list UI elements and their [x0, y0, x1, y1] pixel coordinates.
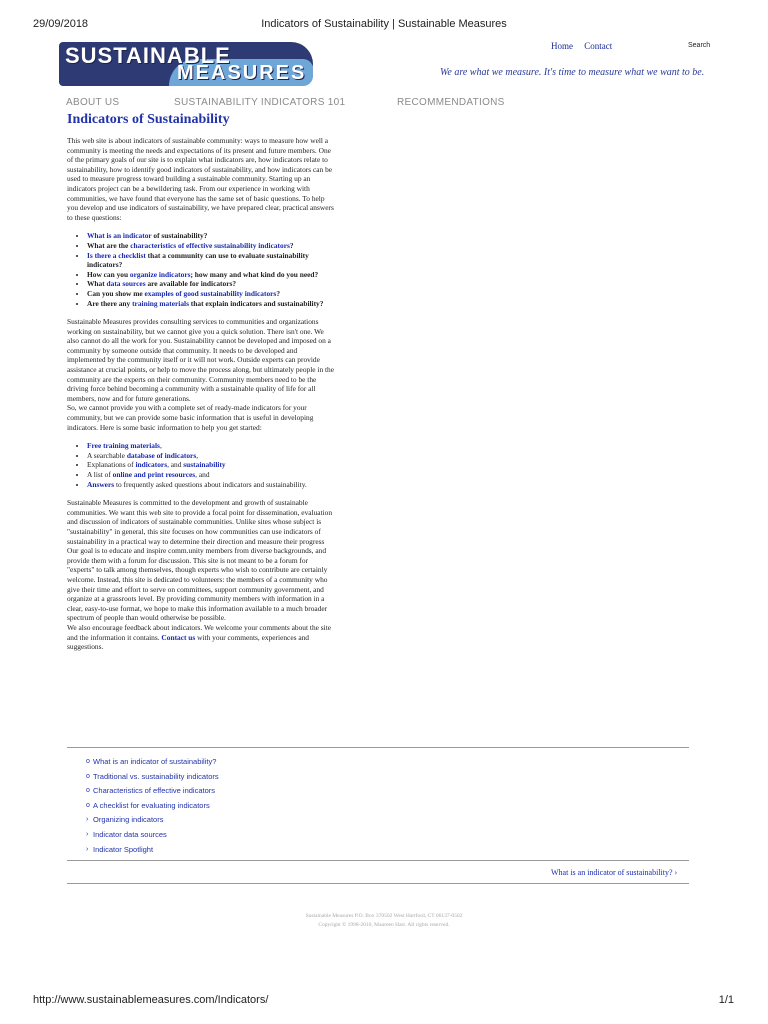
- resource-link[interactable]: database of indicators: [126, 450, 197, 460]
- list-item: • Is there a checklist that a community can use to evaluate sustainability indicators?: [87, 251, 335, 270]
- commitment-paragraph-1: Sustainable Measures is committed to the development and growth of sustainable communities. We want this web site to provide a focal point for dissemination, evaluation and discussion of indicators of sustainable communities. Unlike sites whose subject is "sustainability" in general, this site focuses on how communities can use indicators of sustainability in a practical way to determine their direction and measure their progress: [67, 498, 333, 546]
- bullet-icon: o: [86, 758, 90, 765]
- questions-list: [67, 231, 335, 308]
- print-url: http://www.sustainablemeasures.com/Indicators/: [33, 994, 269, 1006]
- print-page-count: 1/1: [718, 994, 734, 1006]
- question-link[interactable]: What is an indicator: [87, 231, 152, 241]
- resource-link[interactable]: indicators: [135, 460, 168, 470]
- list-item: • Are there any training materials that explain indicators and sustainability?: [87, 299, 335, 309]
- commitment-paragraph-2: Our goal is to educate and inspire comm.unity members from diverse backgrounds, and provide them with a forum for discussion. This site is not meant to be a forum for "experts" to talk among themselves, though experts who wish to contribute are certainly welcome. Instead, this site is dedicated to volunteers: the members of a community who give their time and effort to serve on committees, support community government, and organize at a grassroots level. By providing community members with information in a clear, easy-to-use format, we hope to make this information available to a much broader spectrum of people than would otherwise be possible.: [67, 546, 328, 623]
- main-content: [67, 136, 335, 652]
- resources-list: [67, 441, 335, 489]
- nav-indicators-101[interactable]: SUSTAINABILITY INDICATORS 101: [174, 97, 346, 108]
- services-paragraph-1: Sustainable Measures provides consulting services to communities and organizations working on sustainability, but we cannot give you a quick solution. There isn't one. We also cannot do all the work for you. Sustainability cannot be developed and imposed on a community by someone outside that community. It needs to be developed and implemented by the community itself or it will not work. Outside experts can provide assistance at crucial points, or help to move the process along, but ultimately people in the community are the experts on their community. Community members need to be the driving force behind becoming a community with a sustainable quality of life for all members, now and for future generations.: [67, 317, 335, 403]
- nav-about[interactable]: ABOUT US: [66, 97, 120, 108]
- footer-copyright: Copyright © 1998-2010, Maureen Hart. All rights reserved.: [318, 922, 450, 928]
- list-item: • A searchable database of indicators,: [87, 451, 335, 461]
- intro-paragraph: This web site is about indicators of sustainable community: ways to measure how well a community is meeting the needs and expectations of its present and future members. One of the primary goals of our site is to explain what indicators are, how indicators relate to sustainability, how to identify good indicators of sustainability, and how indicators can be used to measure progress toward building a sustainable community. Starting up an indicators project can be a bewildering task. From our experience in working with communities, we have found that everyone has the same set of basic questions. To help you develop and use indicators of sustainability, we have prepared clear, practical answers to these questions:: [67, 136, 334, 222]
- feedback-paragraph: We also encourage feedback about indicators. We welcome your comments about the site and the information it contains. Contact us with your comments, experiences and suggestions.: [67, 622, 332, 652]
- divider: [67, 747, 689, 748]
- list-item: • A list of online and print resources, and: [87, 470, 335, 480]
- list-item: • Explanations of indicators, and sustainability: [87, 460, 335, 470]
- list-item: • Answers to frequently asked questions about indicators and sustainability.: [87, 480, 335, 490]
- footer-address: Sustainable Measures P.O. Box 370502 West Hartford, CT 06137-0502: [305, 913, 463, 919]
- logo-line2: MEASURES: [177, 62, 307, 84]
- contact-us-link[interactable]: Contact us: [161, 632, 196, 642]
- site-footer: [0, 912, 768, 930]
- print-date: 29/09/2018: [33, 18, 89, 30]
- top-links: [551, 41, 621, 51]
- bullet-icon: o: [86, 772, 90, 780]
- next-page-link[interactable]: What is an indicator of sustainability? ›: [551, 868, 678, 877]
- chevron-right-icon: ›: [86, 845, 89, 853]
- list-item: • Free training materials,: [87, 441, 335, 451]
- home-link[interactable]: Home: [551, 41, 573, 51]
- resource-link[interactable]: Answers: [87, 479, 115, 489]
- contact-link[interactable]: Contact: [584, 41, 613, 51]
- nav-recommendations[interactable]: RECOMMENDATIONS: [397, 97, 505, 108]
- list-item: • Can you show me examples of good sustainability indicators?: [87, 289, 335, 299]
- question-link[interactable]: examples of good sustainability indicators: [144, 288, 277, 298]
- chevron-right-icon: ›: [86, 816, 89, 824]
- divider: [67, 883, 689, 884]
- print-title: Indicators of Sustainability | Sustainable Measures: [261, 18, 507, 30]
- question-link[interactable]: training materials: [132, 298, 189, 308]
- chevron-right-icon: ›: [86, 830, 89, 838]
- bullet-icon: o: [86, 801, 90, 809]
- search-link[interactable]: Search: [688, 42, 711, 49]
- site-logo[interactable]: [59, 42, 313, 86]
- question-link[interactable]: Is there a checklist: [87, 250, 146, 260]
- resource-link[interactable]: sustainability: [183, 460, 226, 470]
- list-item: • What data sources are available for indicators?: [87, 279, 335, 289]
- list-item: • How can you organize indicators; how many and what kind do you need?: [87, 270, 335, 280]
- question-link[interactable]: data sources: [106, 279, 146, 289]
- print-header: [0, 18, 768, 32]
- question-link[interactable]: characteristics of effective sustainability indicators: [130, 240, 290, 250]
- logo-line1: SUSTAINABLE: [65, 43, 231, 68]
- resource-link[interactable]: Free training materials: [87, 441, 160, 451]
- tagline: We are what we measure. It's time to measure what we want to be.: [440, 67, 705, 78]
- page-title: Indicators of Sustainability: [67, 112, 230, 127]
- bullet-icon: o: [86, 787, 90, 795]
- resource-link[interactable]: online and print resources: [112, 470, 196, 479]
- question-link[interactable]: organize indicators: [129, 269, 191, 279]
- services-paragraph-2: So, we cannot provide you with a complete set of ready-made indicators for your community, but we can provide some basic information that is useful in developing indicators. Here is some basic information to help you get started:: [67, 403, 314, 432]
- list-item: • What are the characteristics of effective sustainability indicators?: [87, 241, 335, 251]
- divider: [67, 860, 689, 861]
- list-item: • What is an indicator of sustainability?: [87, 231, 335, 241]
